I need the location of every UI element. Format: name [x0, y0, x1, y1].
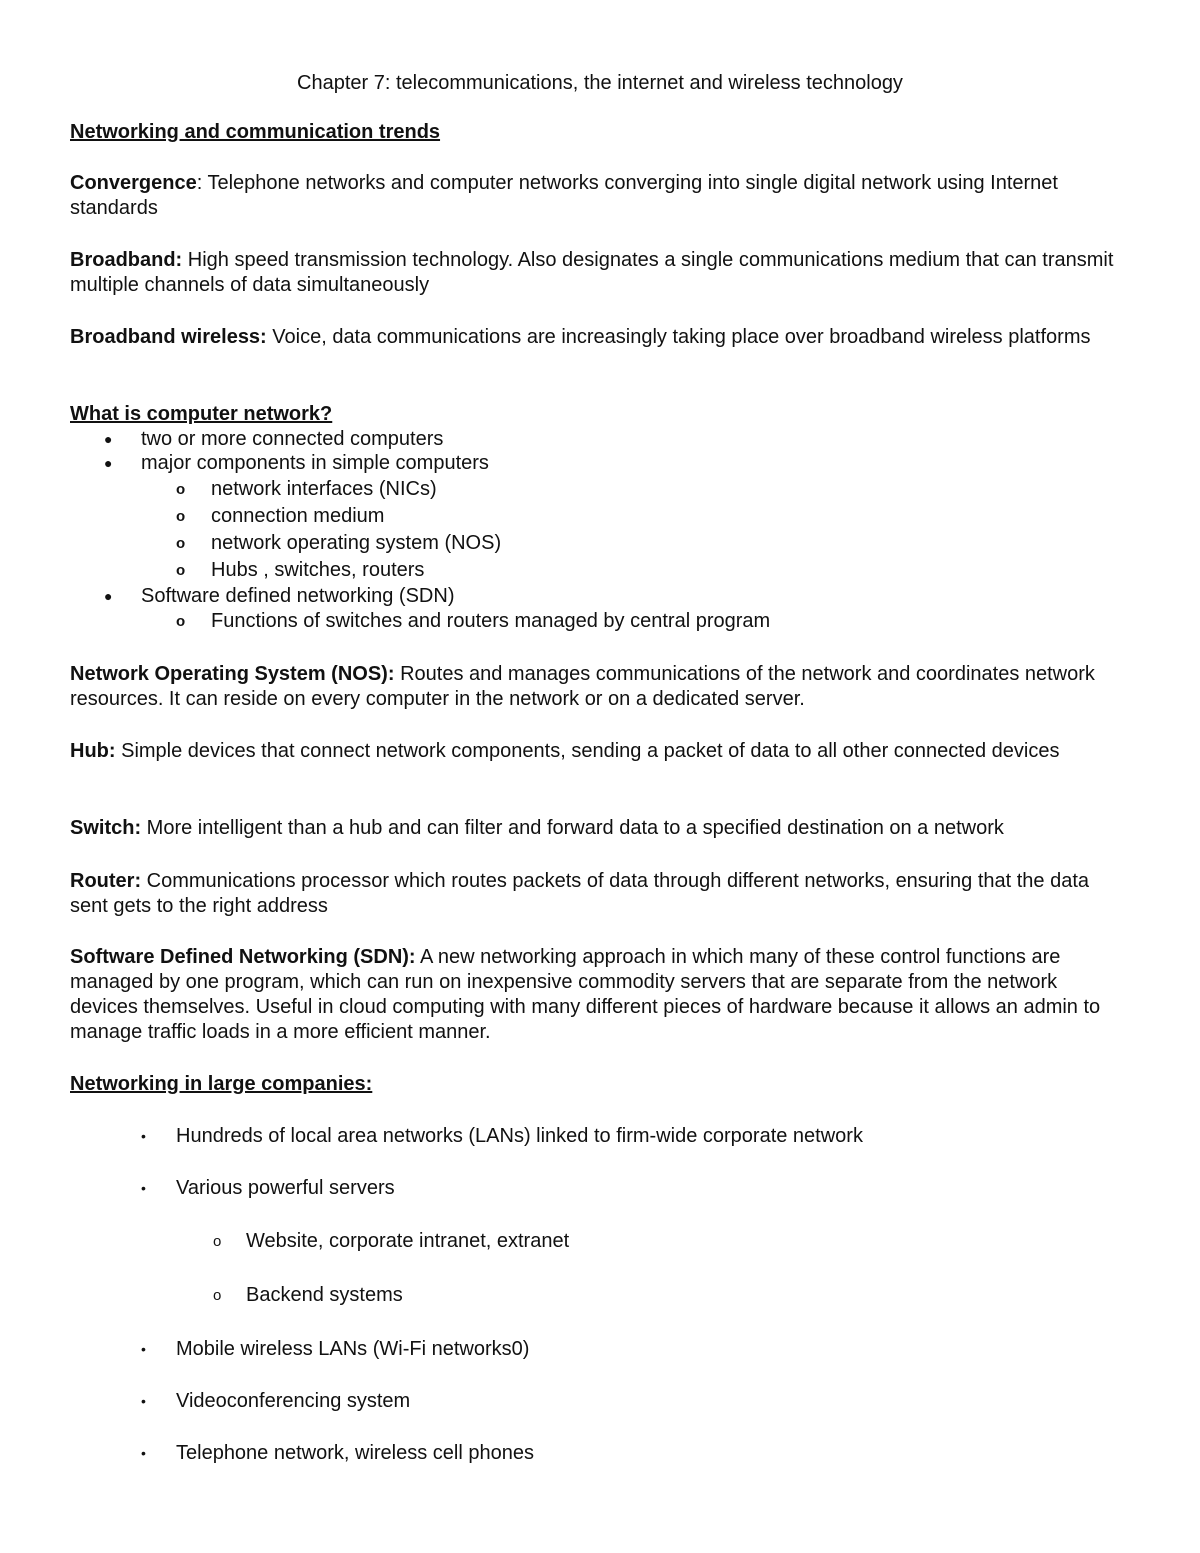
bullet-icon: • — [141, 1341, 146, 1357]
term-convergence: Convergence — [70, 172, 197, 194]
definition-router — [70, 869, 1130, 919]
section-heading-computer-network — [70, 402, 1130, 427]
definition-text: : Telephone networks and computer networks converging into single digital network using Internet standards — [70, 172, 1058, 219]
bullet-icon: ● — [104, 588, 113, 604]
list-item-text: Hubs , switches, routers — [211, 559, 425, 581]
sub-bullet-icon: o — [176, 613, 186, 630]
sub-bullet-icon: o — [176, 508, 186, 525]
section-heading-large-companies — [70, 1072, 1130, 1097]
list-item-text: two or more connected computers — [141, 428, 444, 450]
sub-bullet-icon: o — [176, 562, 186, 579]
definition-broadband-wireless — [70, 325, 1130, 350]
list-item-text: connection medium — [211, 505, 385, 527]
list-item-text: Telephone network, wireless cell phones — [176, 1442, 534, 1464]
term-nos: Network Operating System (NOS): — [70, 663, 395, 685]
bullet-icon: • — [141, 1128, 146, 1144]
document-title: Chapter 7: telecommunications, the internet and wireless technology — [297, 72, 903, 94]
sub-bullet-icon: o — [213, 1233, 222, 1250]
computer-network-list — [70, 427, 1130, 637]
definition-text: Voice, data communications are increasingly taking place over broadband wireless platforms — [266, 326, 1091, 348]
definition-text: A new networking approach in which many of these control functions are managed by one program, which can run on inexpensive commodity servers that are separate from the network devices themselves. Useful in cloud computing with many different pieces of hardware because it allows an admin to manage traffic loads in a more efficient manner. — [70, 946, 1101, 1043]
list-item-text: network interfaces (NICs) — [211, 478, 437, 500]
definition-text: Simple devices that connect network components, sending a packet of data to all other connected devices — [115, 740, 1060, 762]
definition-hub — [70, 739, 1130, 764]
list-item-text: network operating system (NOS) — [211, 532, 502, 554]
sub-bullet-icon: o — [176, 535, 186, 552]
list-item-text: major components in simple computers — [141, 452, 489, 474]
definition-text: Communications processor which routes packets of data through different networks, ensuring that the data sent gets to the right address — [70, 870, 1090, 917]
list-item-text: Various powerful servers — [176, 1177, 395, 1199]
definition-sdn — [70, 945, 1130, 1045]
list-item-text: Mobile wireless LANs (Wi-Fi networks0) — [176, 1338, 530, 1360]
list-item-text: Backend systems — [246, 1284, 403, 1306]
heading-text: What is computer network? — [70, 403, 333, 425]
term-sdn: Software Defined Networking (SDN): — [70, 946, 416, 968]
term-switch: Switch: — [70, 817, 142, 839]
bullet-icon: • — [141, 1393, 146, 1409]
term-broadband: Broadband: — [70, 249, 183, 271]
definition-broadband — [70, 248, 1130, 298]
list-item-text: Videoconferencing system — [176, 1390, 411, 1412]
term-hub: Hub: — [70, 740, 116, 762]
bullet-icon: • — [141, 1180, 146, 1196]
bullet-icon: ● — [104, 455, 113, 471]
section-heading-trends — [70, 120, 1130, 145]
list-item-text: Hundreds of local area networks (LANs) linked to firm-wide corporate network — [176, 1125, 863, 1147]
definition-nos — [70, 662, 1130, 712]
heading-text: Networking in large companies: — [70, 1073, 373, 1095]
definition-convergence — [70, 171, 1130, 221]
list-item-text: Software defined networking (SDN) — [141, 585, 455, 607]
definition-text: Routes and manages communications of the network and coordinates network resources. It can reside on every computer in the network or on a dedicated server. — [70, 663, 1095, 710]
term-router: Router: — [70, 870, 142, 892]
large-companies-list — [70, 1124, 1130, 1474]
definition-text: High speed transmission technology. Also designates a single communications medium that can transmit multiple channels of data simultaneously — [70, 249, 1114, 296]
bullet-icon: • — [141, 1445, 146, 1461]
heading-text: Networking and communication trends — [70, 121, 441, 143]
list-item-text: Website, corporate intranet, extranet — [246, 1230, 570, 1252]
sub-bullet-icon: o — [176, 481, 186, 498]
list-item-text: Functions of switches and routers managed by central program — [211, 610, 771, 632]
sub-bullet-icon: o — [213, 1287, 222, 1304]
definition-text: More intelligent than a hub and can filter and forward data to a specified destination on a network — [141, 817, 1004, 839]
bullet-icon: ● — [104, 431, 113, 447]
definition-switch — [70, 816, 1130, 841]
term-broadband-wireless: Broadband wireless: — [70, 326, 267, 348]
